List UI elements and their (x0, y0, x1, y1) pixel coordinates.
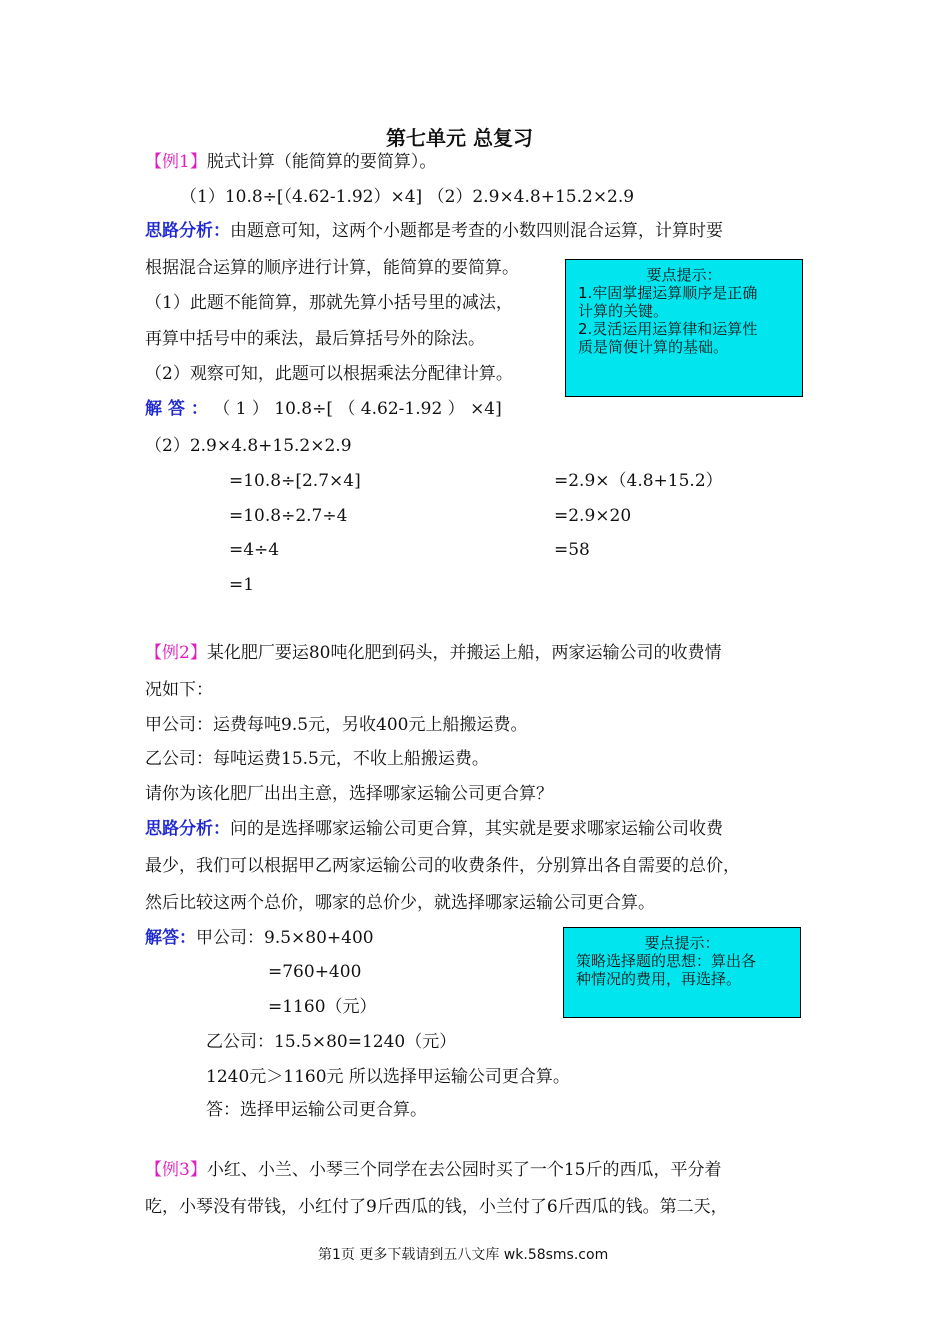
example-2-answer-a (145, 927, 374, 949)
example-2-tip-box (563, 927, 801, 1018)
page-footer: 第1页 更多下载请到五八文库 wk.58sms.com (318, 1247, 609, 1263)
example-1-question-text: 脱式计算（能简算的要简算）。 (206, 152, 437, 172)
example-1-answer-line-2: （2）2.9×4.8+15.2×2.9 (145, 436, 352, 456)
tip-line: 2.灵活运用运算律和运算性 (578, 320, 758, 338)
example-1-analysis-label: 思路分析： (145, 221, 230, 241)
step-left-2: =10.8÷2.7÷4 (229, 506, 348, 526)
example-1-analysis-line-1 (145, 220, 723, 242)
answer-text: （ 1 ） 10.8÷[ （ 4.62-1.92 ） ×4] (207, 399, 502, 419)
tip-title: 要点提示： (646, 266, 722, 284)
step-right-1: =2.9×（4.8+15.2） (554, 471, 723, 491)
tip-line: 策略选择题的思想：算出各 (576, 952, 757, 970)
answer-a-step-2: =1160（元） (268, 997, 377, 1017)
example-1-answer-line-1 (145, 398, 502, 420)
example-3-line-1 (145, 1159, 721, 1181)
example-3-line-2: 吃，小琴没有带钱，小红付了9斤西瓜的钱，小兰付了6斤西瓜的钱。第二天， (145, 1197, 728, 1217)
example-2-answer-b: 乙公司：15.5×80=1240（元） (206, 1032, 457, 1052)
example-2-answer-label: 解答： (145, 928, 196, 948)
example-2-question-line-1 (145, 642, 721, 664)
step-right-3: =58 (554, 540, 590, 560)
example-2-analysis-line-3: 然后比较这两个总价，哪家的总价少，就选择哪家运输公司更合算。 (145, 893, 655, 913)
answer-a-step-1: =760+400 (268, 962, 362, 982)
step-left-3: =4÷4 (229, 540, 280, 560)
tip-line: 种情况的费用，再选择。 (576, 970, 742, 988)
example-2-tag: 【例2】 (145, 643, 207, 663)
step-right-2: =2.9×20 (554, 506, 632, 526)
example-1-question (145, 151, 436, 173)
example-2-question-line-2: 况如下： (145, 680, 213, 700)
answer-text: 甲公司：9.5×80+400 (196, 928, 374, 948)
tip-title: 要点提示： (644, 934, 720, 952)
step-left-4: =1 (229, 575, 255, 595)
example-2-analysis-line-2: 最少，我们可以根据甲乙两家运输公司的收费条件，分别算出各自需要的总价， (145, 856, 740, 876)
question-text: 某化肥厂要运80吨化肥到码头，并搬运上船，两家运输公司的收费情 (206, 643, 722, 663)
analysis-text: 由题意可知，这两个小题都是考查的小数四则混合运算，计算时要 (230, 221, 723, 241)
step-left-1: =10.8÷[2.7×4] (229, 471, 361, 491)
company-b-terms: 乙公司：每吨运费15.5元，不收上船搬运费。 (145, 749, 489, 769)
example-1-analysis-line-4: 再算中括号中的乘法，最后算括号外的除法。 (145, 329, 485, 349)
example-1-tag: 【例1】 (145, 152, 207, 172)
example-2-analysis-label: 思路分析： (145, 819, 230, 839)
example-1-analysis-line-2: 根据混合运算的顺序进行计算，能简算的要简算。 (145, 258, 519, 278)
tip-line: 计算的关键。 (578, 302, 669, 320)
example-2-analysis-line-1 (145, 818, 723, 840)
example-2-ask: 请你为该化肥厂出出主意，选择哪家运输公司更合算？ (145, 784, 553, 804)
example-2-compare: 1240元＞1160元 所以选择甲运输公司更合算。 (206, 1067, 570, 1087)
company-a-terms: 甲公司：运费每吨9.5元，另收400元上船搬运费。 (145, 715, 528, 735)
page-title: 第七单元 总复习 (386, 126, 533, 150)
example-1-analysis-line-5: （2）观察可知，此题可以根据乘法分配律计算。 (145, 364, 513, 384)
example-1-answer-label: 解 答 ： (145, 399, 208, 419)
example-2-conclusion: 答：选择甲运输公司更合算。 (206, 1100, 427, 1120)
analysis-text: 问的是选择哪家运输公司更合算，其实就是要求哪家运输公司收费 (230, 819, 723, 839)
tip-line: 1.牢固掌握运算顺序是正确 (578, 284, 758, 302)
question-text: 小红、小兰、小琴三个同学在去公园时买了一个15斤的西瓜，平分着 (206, 1160, 722, 1180)
example-3-tag: 【例3】 (145, 1160, 207, 1180)
example-1-problems: （1）10.8÷[（4.62-1.92）×4] （2）2.9×4.8+15.2×2.9 (180, 187, 635, 207)
example-1-analysis-line-3: （1）此题不能简算，那就先算小括号里的减法， (145, 293, 513, 313)
tip-line: 质是简便计算的基础。 (578, 338, 729, 356)
example-1-tip-box (565, 259, 803, 397)
